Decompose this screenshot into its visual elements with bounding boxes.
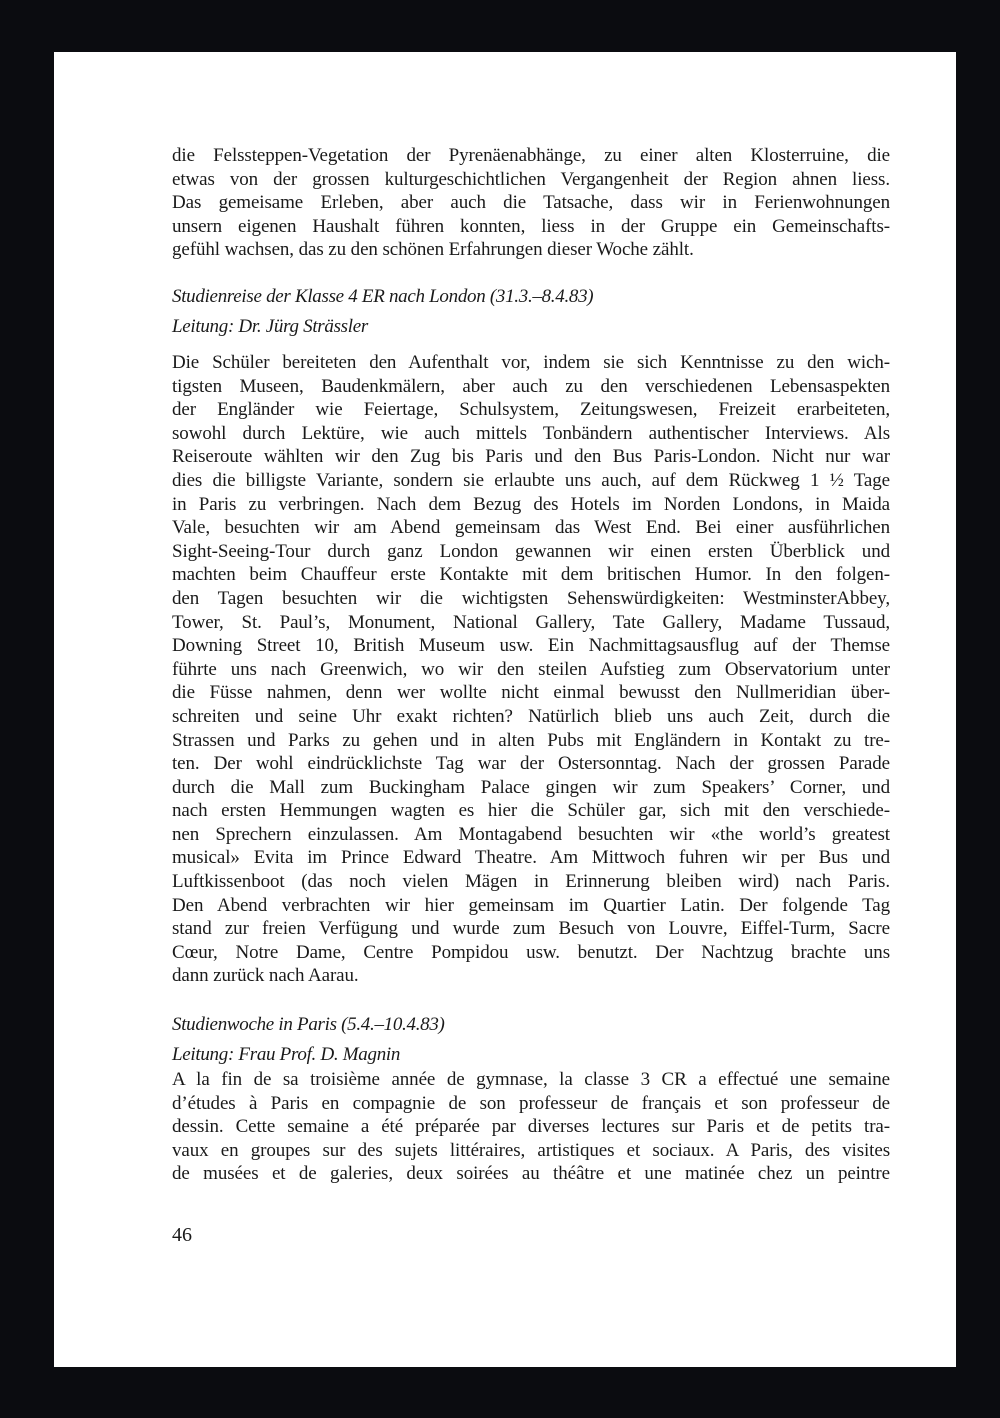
text-line: Vale, besuchten wir am Abend gemeinsam das West End. Bei einer ausführlichen xyxy=(172,517,890,539)
text-line: etwas von der grossen kulturgeschichtlichen Vergangenheit der Region ahnen liess. xyxy=(172,168,890,190)
text-line: der Engländer wie Feiertage, Schulsystem, Zeitungswesen, Freizeit erarbeiteten, xyxy=(172,399,890,421)
text-line: führte uns nach Greenwich, wo wir den steilen Aufstieg zum Observatorium unter xyxy=(172,658,890,680)
text-line: Das gemeisame Erleben, aber auch die Tatsache, dass wir in Ferienwohnungen xyxy=(172,192,890,214)
text-line: Luftkissenboot (das noch vielen Mägen in Erinnerung bleiben wird) nach Paris. xyxy=(172,871,890,893)
text-line: Den Abend verbrachten wir hier gemeinsam im Quartier Latin. Der folgende Tag xyxy=(172,894,890,916)
text-line: dies die billigste Variante, sondern sie erlaubte uns auch, auf dem Rückweg 1 ½ Tage xyxy=(172,469,890,491)
section-leader-london: Leitung: Dr. Jürg Strässler xyxy=(172,316,368,337)
text-line: Tower, St. Paul’s, Monument, National Gallery, Tate Gallery, Madame Tussaud, xyxy=(172,611,890,633)
text-line: Cœur, Notre Dame, Centre Pompidou usw. benutzt. Der Nachtzug brachte uns xyxy=(172,941,890,963)
text-line: de musées et de galeries, deux soirées au théâtre et une matinée chez un peintre xyxy=(172,1163,890,1185)
section-leader-paris: Leitung: Frau Prof. D. Magnin xyxy=(172,1044,401,1065)
text-line: machten beim Chauffeur erste Kontakte mit dem britischen Humor. In den folgen- xyxy=(172,564,890,586)
text-line: Reiseroute wählten wir den Zug bis Paris und den Bus Paris-London. Nicht nur war xyxy=(172,446,890,468)
text-line: sowohl durch Lektüre, wie auch mittels Tonbändern authentischer Interviews. Als xyxy=(172,422,890,444)
section-title-paris: Studienwoche in Paris (5.4.–10.4.83) xyxy=(172,1014,445,1035)
text-line: d’études à Paris en compagnie de son professeur de français et son professeur de xyxy=(172,1092,890,1114)
paragraph-london xyxy=(172,351,890,988)
text-line: dann zurück nach Aarau. xyxy=(172,965,359,987)
text-line: in Paris zu verbringen. Nach dem Bezug des Hotels im Norden Londons, in Maida xyxy=(172,493,890,515)
text-line: schreiten und seine Uhr exakt richten? Natürlich blieb uns auch Zeit, durch die xyxy=(172,705,890,727)
text-line: Die Schüler bereiteten den Aufenthalt vor, indem sie sich Kenntnisse zu den wich- xyxy=(172,352,890,373)
text-line: vaux en groupes sur des sujets littéraires, artistiques et sociaux. A Paris, des visites xyxy=(172,1139,890,1161)
text-line: ten. Der wohl eindrücklichste Tag war der Ostersonntag. Nach der grossen Parade xyxy=(172,753,890,775)
text-line: A la fin de sa troisième année de gymnase, la classe 3 CR a effectué une semaine xyxy=(172,1069,890,1090)
paragraph-paris xyxy=(172,1068,890,1186)
text-line: nach ersten Hemmungen wagten es hier die Schüler gar, sich mit den verschiede- xyxy=(172,800,890,822)
text-line: gefühl wachsen, das zu den schönen Erfahrungen dieser Woche zählt. xyxy=(172,239,694,261)
text-line: dessin. Cette semaine a été préparée par diverses lectures sur Paris et de petits tra- xyxy=(172,1116,890,1138)
text-line: tigsten Museen, Baudenkmälern, aber auch zu den verschiedenen Lebensaspekten xyxy=(172,375,890,397)
text-line: Downing Street 10, British Museum usw. Ein Nachmittagsausflug auf der Themse xyxy=(172,635,890,657)
paragraph-intro xyxy=(172,144,890,262)
text-line: stand zur freien Verfügung und wurde zum Besuch von Louvre, Eiffel-Turm, Sacre xyxy=(172,918,890,940)
text-line: Strassen und Parks zu gehen und in alten Pubs mit Engländern in Kontakt zu tre- xyxy=(172,729,890,751)
text-line: den Tagen besuchten wir die wichtigsten Sehenswürdigkeiten: WestminsterAbbey, xyxy=(172,587,890,609)
text-line: musical» Evita im Prince Edward Theatre. Am Mittwoch fuhren wir per Bus und xyxy=(172,847,890,869)
page-number: 46 xyxy=(172,1224,192,1246)
text-line: Sight-Seeing-Tour durch ganz London gewannen wir einen ersten Überblick und xyxy=(172,540,890,562)
text-line: die Füsse nahmen, denn wer wollte nicht einmal bewusst den Nullmeridian über- xyxy=(172,682,890,704)
text-line: durch die Mall zum Buckingham Palace gingen wir zum Speakers’ Corner, und xyxy=(172,776,890,798)
document-page xyxy=(54,52,956,1367)
section-title-london: Studienreise der Klasse 4 ER nach London (31.3.–8.4.83) xyxy=(172,286,594,307)
text-line: nen Sprechern einzulassen. Am Montagabend besuchten wir «the world’s greatest xyxy=(172,823,890,845)
text-line: unsern eigenen Haushalt führen konnten, liess in der Gruppe ein Gemeinschafts- xyxy=(172,215,890,237)
text-line: die Felssteppen-Vegetation der Pyrenäenabhänge, zu einer alten Klosterruine, die xyxy=(172,145,890,166)
